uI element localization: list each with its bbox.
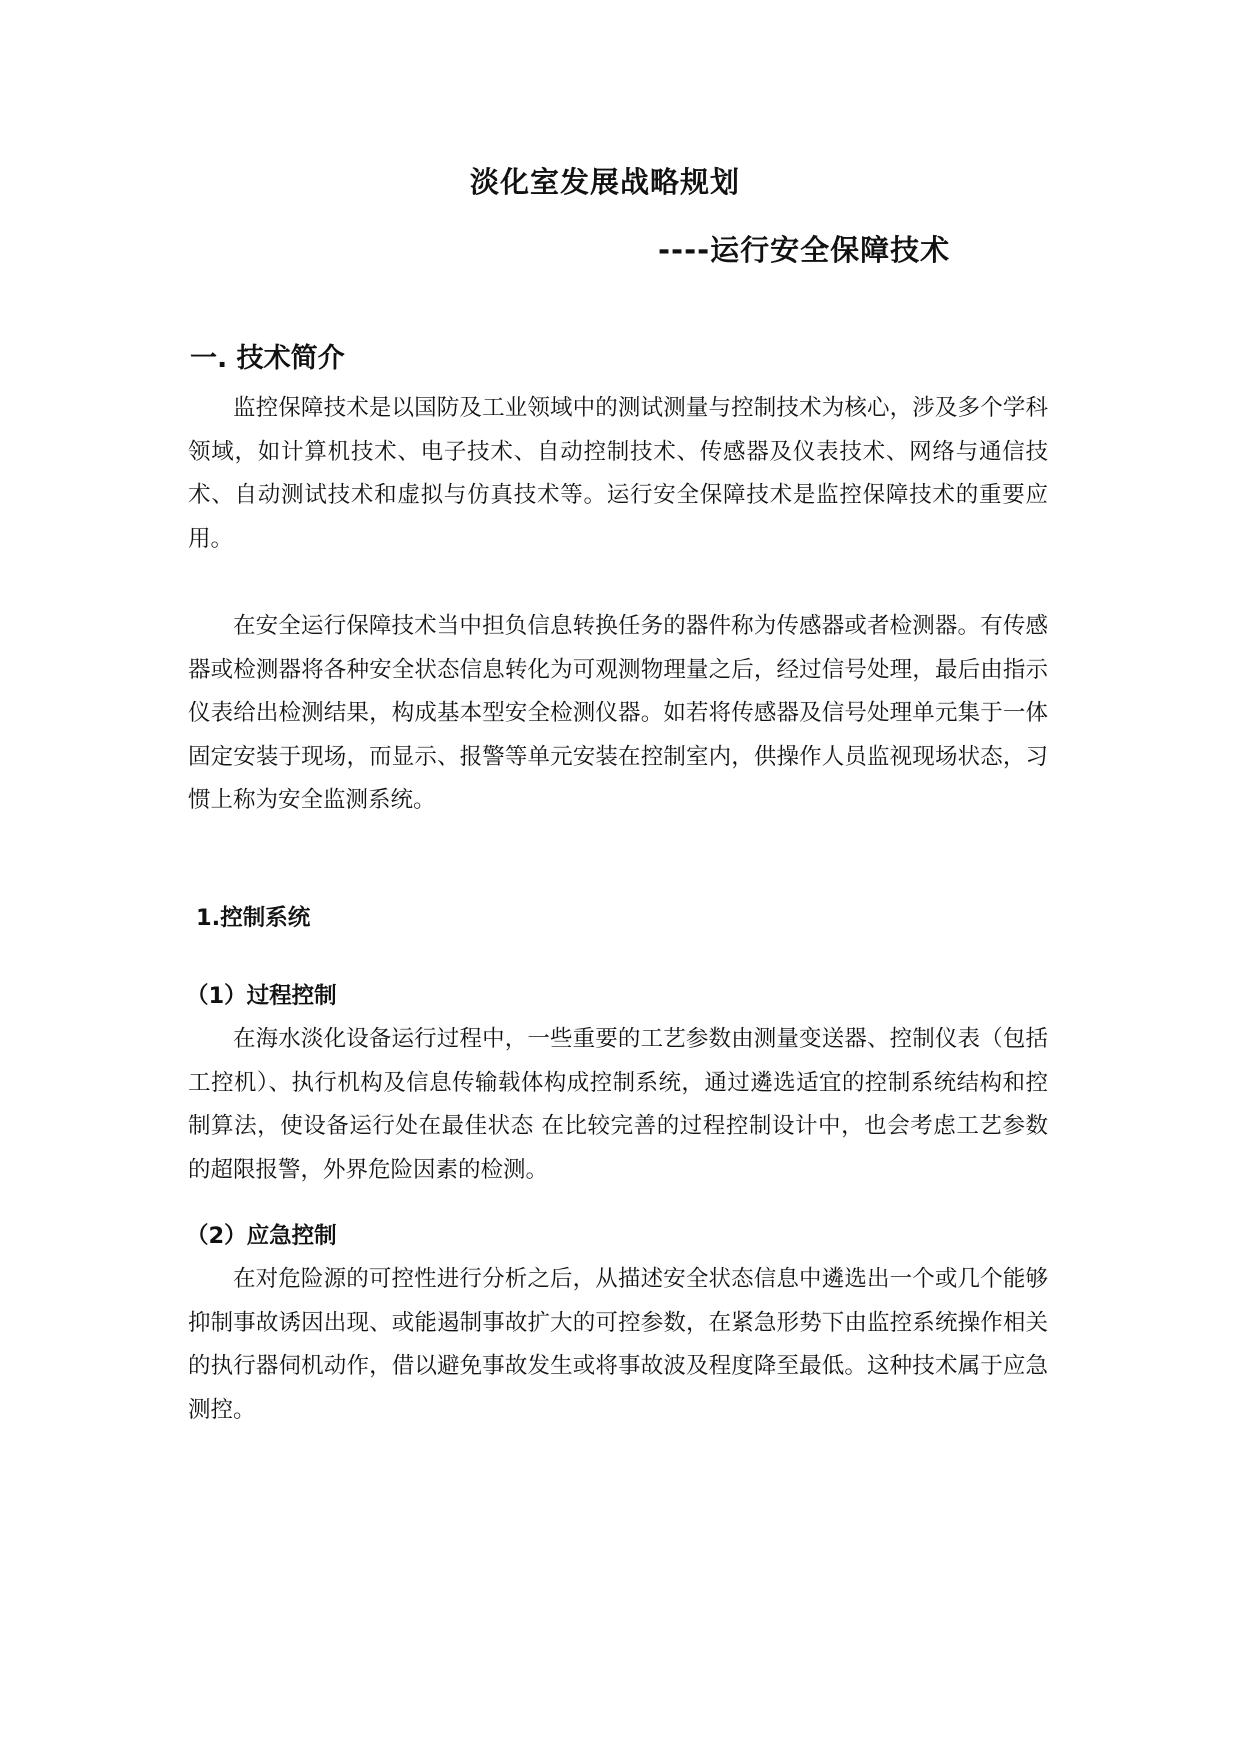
document-subtitle: ----运行安全保障技术 [658, 233, 951, 267]
item-heading-emergency-control: （2）应急控制 [186, 1223, 337, 1249]
process-control-paragraph: 在海水淡化设备运行过程中，一些重要的工艺参数由测量变送器、控制仪表（包括工控机）、执行机构及信息传输载体构成控制系统，通过遴选适宜的控制系统结构和控制算法，使设备运行处在最佳状态 在比较完善的过程控制设计中，也会考虑工艺参数的超限报警，外界危险因素的检测。 [188, 1026, 1048, 1183]
emergency-control-paragraph: 在对危险源的可控性进行分析之后，从描述安全状态信息中遴选出一个或几个能够抑制事故诱因出现、或能遏制事故扩大的可控参数，在紧急形势下由监控系统操作相关的执行器伺机动作，借以避免事故发生或将事故波及程度降至最低。这种技术属于应急测控。 [188, 1266, 1048, 1423]
document-title: 淡化室发展战略规划 [470, 165, 741, 199]
subsection-heading-control-system: 1.控制系统 [196, 905, 311, 931]
item-heading-process-control: （1）过程控制 [186, 983, 337, 1009]
intro-paragraph-2: 在安全运行保障技术当中担负信息转换任务的器件称为传感器或者检测器。有传感器或检测器将各种安全状态信息转化为可观测物理量之后，经过信号处理，最后由指示仪表给出检测结果，构成基本型安全检测仪器。如若将传感器及信号处理单元集于一体固定安装于现场，而显示、报警等单元安装在控制室内，供操作人员监视现场状态，习惯上称为安全监测系统。 [188, 613, 1048, 813]
intro-paragraph-1: 监控保障技术是以国防及工业领域中的测试测量与控制技术为核心，涉及多个学科领域，如计算机技术、电子技术、自动控制技术、传感器及仪表技术、网络与通信技术、自动测试技术和虚拟与仿真技术等。运行安全保障技术是监控保障技术的重要应用。 [188, 395, 1048, 552]
section-heading-intro: 一. 技术简介 [190, 343, 345, 374]
